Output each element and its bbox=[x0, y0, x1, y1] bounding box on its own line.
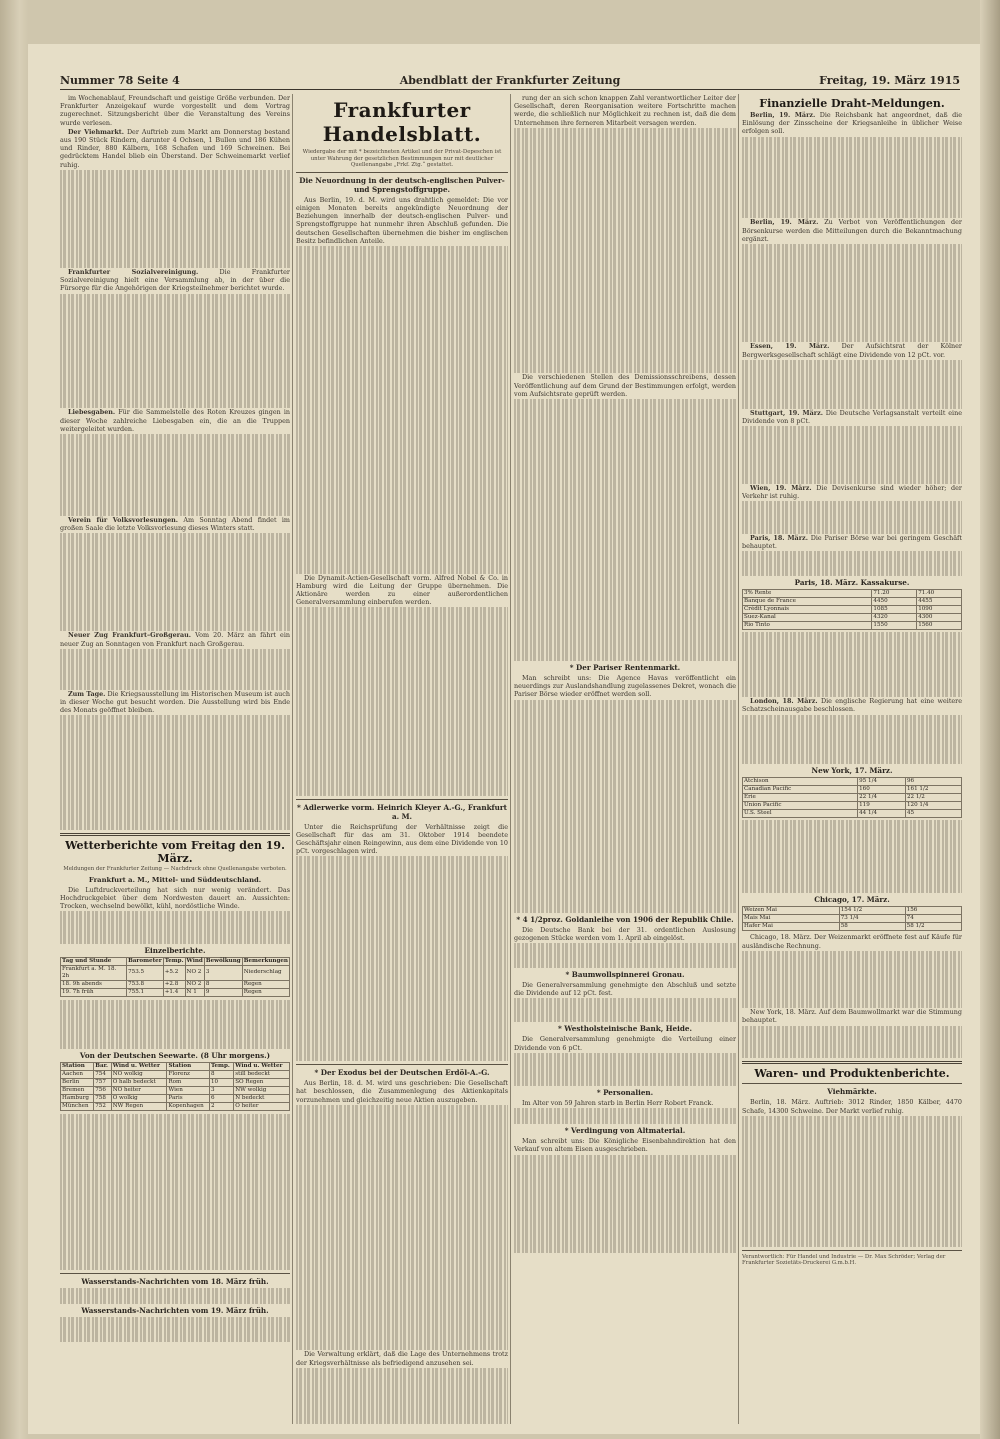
water-title-1: Wasserstands-Nachrichten vom 18. März früh. bbox=[81, 1276, 269, 1286]
local-news-text bbox=[60, 94, 290, 830]
page-binding bbox=[0, 0, 28, 1439]
section-rule bbox=[296, 172, 508, 173]
water-text bbox=[60, 1288, 290, 1304]
table-row: U.S. Steel 44 1/4 45 bbox=[743, 809, 962, 817]
article-body bbox=[514, 674, 736, 912]
paris-kurse-title: Paris, 18. März. Kassakurse. bbox=[794, 577, 910, 587]
article-headline: * Baumwollspinnerei Gronau. bbox=[565, 969, 685, 979]
article-viehmarkt bbox=[60, 128, 290, 169]
article-headline: * Der Pariser Rentenmarkt. bbox=[569, 663, 681, 673]
weather-text bbox=[60, 886, 290, 944]
section-rule bbox=[742, 1083, 962, 1084]
weather-subtitle: Frankfurt a. M., Mittel- und Süddeutschland. bbox=[88, 875, 262, 884]
article-lead: Der Viehmarkt. bbox=[68, 127, 124, 136]
paragraph: Man schreibt uns: Die Königliche Eisenbahndirektion hat den Verkauf von altem Eisen ausgeschrieben. bbox=[514, 1137, 736, 1154]
article-headline: * Der Exodus bei der Deutschen Erdöl-A.-G. bbox=[314, 1068, 490, 1078]
article-body bbox=[514, 94, 736, 661]
article-body bbox=[514, 1137, 736, 1253]
article-body bbox=[514, 1099, 736, 1125]
column-divider bbox=[510, 94, 511, 1424]
intro-paragraph: im Wochenablauf, Freundschaft und geistige Größe verbunden. Der Frankfurter Anzeigekauf wurde vorgestellt und dem Vortrag zugerechnet. Sitzungsbericht über die Veranstaltung des Vereins wurde verlesen. bbox=[60, 94, 290, 127]
wire-text bbox=[742, 632, 962, 764]
page-header bbox=[60, 74, 960, 90]
table-row: Mais Mai 73 1/4 74 bbox=[743, 915, 962, 923]
paragraph: rung der an sich schon knappen Zahl verantwortlicher Leiter der Gesellschaft, deren Reorganisation weitere Fortschritte machen werde, die schließlich nur Möglichkeit zu rechnen ist, daß die dem Unternehmen ihre ferneren Mitarbeit versagen werden. bbox=[514, 94, 736, 127]
column-header: Wind bbox=[186, 957, 203, 964]
article-body bbox=[296, 1079, 508, 1424]
paragraph: Die Generalversammlung genehmigte die Verteilung einer Dividende von 6 pCt. bbox=[514, 1035, 736, 1052]
paragraph: Berlin, 18. März. Auftrieb: 3012 Rinder, 1850 Kälber, 4470 Schafe, 14300 Schweine. Der Markt verlief ruhig. bbox=[742, 1098, 962, 1115]
water-text bbox=[60, 1317, 290, 1342]
column-local-news bbox=[60, 94, 290, 1424]
column-header: Tag und Stunde bbox=[61, 957, 127, 965]
text-block bbox=[60, 294, 290, 409]
table-row: 3% Rente 71.20 71.40 bbox=[743, 589, 962, 597]
column-header: Bemerkungen bbox=[243, 957, 288, 964]
table-row: Hafer Mai 58 58 1/2 bbox=[743, 923, 962, 931]
table-row: Canadian Pacific 160 161 1/2 bbox=[743, 785, 962, 793]
column-divider bbox=[738, 94, 739, 1424]
column-divider bbox=[292, 94, 293, 1424]
column-financial-wires bbox=[742, 94, 962, 1424]
weather-extra bbox=[60, 1000, 290, 1049]
article-body: Am Sonntag Abend findet im großen Saale die letzte Volksvorlesung dieses Winters statt. bbox=[60, 515, 290, 532]
table-row: Union Pacific 119 120 1/4 bbox=[743, 801, 962, 809]
paragraph: Chicago, 18. März. Der Weizenmarkt eröffnete fest auf Käufe für ausländische Rechnung. bbox=[742, 933, 962, 950]
issue-date: Freitag, 19. März 1915 bbox=[819, 74, 960, 87]
article-lead: Liebesgaben. bbox=[68, 408, 116, 417]
article-lead: Verein für Volksvorlesungen. bbox=[68, 515, 179, 524]
paragraph: Unter die Reichsprüfung der Verhältnisse zeigt die Gesellschaft für das am 31. Oktober 1914 beendete Geschäftsjahr einen Reingewinn, aus dem eine Dividende von 10 pCt. vorgeschlagen wird. bbox=[296, 822, 508, 856]
article-headline: * Verdingung von Altmaterial. bbox=[564, 1126, 686, 1136]
table-row: Banque de France 4450 4455 bbox=[743, 597, 962, 605]
newyork-title: New York, 17. März. bbox=[811, 765, 893, 775]
article-body: Die Kriegsausstellung im Historischen Museum ist auch in dieser Woche gut besucht worden. Die Ausstellung wird bis Ende des Monats geöffnet bleiben. bbox=[60, 689, 290, 715]
reprint-note: Wiedergabe der mit * bezeichneten Artikel und der Privat-Depeschen ist unter Wahrung der gesetzlichen Bestimmungen nur mit deutlicher Quellenangabe „Frkf. Ztg.“ gestattet. bbox=[302, 149, 502, 169]
section-rule bbox=[742, 1250, 962, 1251]
handelsblatt-title: Frankfurter Handelsblatt. bbox=[322, 98, 482, 146]
article-body bbox=[514, 981, 736, 1023]
paragraph: Die verschiedenen Stellen des Demissionsschreibens, dessen Veröffentlichung auf dem Grund der Bestimmungen erfolgt, werden vom Aufsichtsrate geprüft werden. bbox=[514, 373, 736, 398]
table-row: Berlin 757 O halb bedeckt Rom 10 SO Regen bbox=[61, 1079, 290, 1087]
table-row: Hamburg 758 O wolkig Paris 6 N bedeckt bbox=[61, 1095, 290, 1103]
water-title-2: Wasserstands-Nachrichten vom 19. März früh. bbox=[81, 1306, 269, 1316]
article-headline: * Personalien. bbox=[596, 1087, 654, 1097]
article-body bbox=[296, 823, 508, 1062]
financial-wires-title: Finanzielle Draht-Meldungen. bbox=[759, 97, 945, 110]
table-row: Rio Tinto 1550 1560 bbox=[743, 621, 962, 629]
wire-item: London, 18. März. Die englische Regierung hat eine weitere Schatzscheinausgabe beschlossen. bbox=[742, 697, 962, 714]
text-block bbox=[60, 170, 290, 268]
chicago-table bbox=[742, 906, 962, 931]
table-row: 18. 9h abends 753.8 +2.8 NO 2 8 Regen bbox=[61, 980, 290, 988]
table-row: Suez-Kanal 4320 4300 bbox=[743, 613, 962, 621]
paragraph: Aus Berlin, 18. d. M. wird uns geschrieben: Die Gesellschaft hat beschlossen, die Zusammenlegung des Aktienkapitals vorzunehmen und gleichzeitig neue Aktien auszugeben. bbox=[296, 1079, 508, 1104]
wire-text bbox=[742, 933, 962, 1058]
seewarte-table bbox=[60, 1062, 290, 1111]
section-rule bbox=[296, 799, 508, 800]
section-rule bbox=[60, 1273, 290, 1274]
vieh-title: Viehmärkte. bbox=[827, 1087, 877, 1097]
imprint: Verantwortlich: Für Handel und Industrie — Dr. Max Schröder; Verlag der Frankfurter Sozietäts-Druckerei G.m.b.H. bbox=[742, 1253, 946, 1267]
article-lead: Frankfurter Sozialvereinigung. bbox=[68, 268, 199, 277]
article-lead: Neuer Zug Frankfurt–Großgerau. bbox=[68, 631, 192, 640]
single-reports-title: Einzelberichte. bbox=[144, 945, 206, 955]
article-body bbox=[296, 196, 508, 796]
paragraph: Die Generalversammlung genehmigte den Abschluß und setzte die Dividende auf 12 pCt. fest. bbox=[514, 980, 736, 997]
wire-item: Paris, 18. März. Die Pariser Börse war bei geringem Geschäft behauptet. bbox=[742, 533, 962, 550]
text-block bbox=[60, 649, 290, 690]
table-row: Aachen 754 NO wolkig Florenz 8 still bedeckt bbox=[61, 1071, 290, 1079]
weather-note: Meldungen der Frankfurter Zeitung — Nachdruck ohne Quellenangabe verboten. bbox=[63, 866, 287, 873]
page-number: Nummer 78 Seite 4 bbox=[60, 74, 180, 87]
weather-title: Wetterberichte vom Freitag den 19. März. bbox=[65, 839, 285, 866]
column-header: Temp. bbox=[164, 957, 184, 964]
single-reports-table bbox=[60, 957, 290, 997]
article-lead: Zum Tage. bbox=[68, 689, 106, 698]
column-business-continued bbox=[514, 94, 736, 1424]
table-header-row bbox=[61, 957, 290, 965]
text-block bbox=[60, 911, 290, 944]
table-row: Erie 22 1/4 22 1/2 bbox=[743, 793, 962, 801]
paragraph: New York, 18. März. Auf dem Baumwollmarkt war die Stimmung behauptet. bbox=[742, 1008, 962, 1025]
article-sozial bbox=[60, 268, 290, 293]
article-body bbox=[514, 1035, 736, 1085]
table-row: Bremen 756 NO heiter Wien 3 NW wolkig bbox=[61, 1087, 290, 1095]
paris-kurse-table bbox=[742, 589, 962, 630]
wire-text bbox=[742, 820, 962, 894]
paragraph: Die Verwaltung erklärt, daß die Lage des Unternehmens trotz der Kriegsverhältnisse als befriedigend anzusehen sei. bbox=[296, 1350, 508, 1367]
newyork-table bbox=[742, 777, 962, 818]
table-row: 19. 7h früh 755.1 +1.4 N 1 9 Regen bbox=[61, 988, 290, 996]
article-volksvorlesungen bbox=[60, 516, 290, 532]
text-block bbox=[60, 434, 290, 516]
seewarte-text bbox=[60, 1114, 290, 1270]
article-body bbox=[514, 926, 736, 968]
article-zug bbox=[60, 631, 290, 647]
section-rule bbox=[296, 1064, 508, 1065]
article-body: Für die Sammelstelle des Roten Kreuzes gingen in dieser Woche zahlreiche Liebesgaben ein, die an die Truppen weitergeleitet wurden. bbox=[60, 408, 290, 433]
table-header-row: Station Bar. Wind u. Wetter Station Temp. Wind u. Wetter bbox=[61, 1063, 290, 1071]
table-row: Weizen Mai 154 1/2 156 bbox=[743, 907, 962, 915]
table-row: Frankfurt a. M. 18. 2h 753.5 +5.2 NO 2 3 Niederschlag bbox=[61, 965, 290, 980]
paragraph: Im Alter von 59 Jahren starb in Berlin Herr Robert Franck. bbox=[522, 1098, 714, 1107]
article-headline: * 4 1/2proz. Goldanleihe von 1906 der Republik Chile. bbox=[516, 914, 734, 924]
masthead: Abendblatt der Frankfurter Zeitung bbox=[399, 74, 621, 87]
article-liebesgaben bbox=[60, 408, 290, 433]
text-block bbox=[60, 715, 290, 830]
section-rule bbox=[742, 1061, 962, 1064]
wire-item: Stuttgart, 19. März. Die Deutsche Verlagsanstalt verteilt eine Dividende von 8 pCt. bbox=[742, 408, 962, 426]
text-block bbox=[60, 533, 290, 631]
section-rule bbox=[60, 833, 290, 836]
paragraph: Aus Berlin, 19. d. M. wird uns drahtlich gemeldet: Die vor einigen Monaten bereits angekündigte Neuordnung der Beziehungen innerhalb der deutsch-englischen Pulver- und Sprengstoffgruppe hat nunmehr ihren Abschluß gefunden. Die deutschen Gesellschaften übernehmen die bisher im englischen Besitz befindlichen Anteile. bbox=[296, 195, 508, 245]
chicago-title: Chicago, 17. März. bbox=[814, 895, 890, 905]
article-headline: * Westholsteinische Bank, Heide. bbox=[558, 1024, 692, 1034]
table-row: Atchison 95 1/4 96 bbox=[743, 777, 962, 785]
paragraph: Die Deutsche Bank bei der 31. ordentlichen Auslosung gezogenen Stücke werden vom 1. April ab eingelöst. bbox=[514, 925, 736, 942]
table-row: München 752 NW Regen Kopenhagen 2 O heiter bbox=[61, 1103, 290, 1111]
article-zum-tage bbox=[60, 690, 290, 715]
paragraph: Man schreibt uns: Die Agence Havas veröffentlicht ein neuerdings zur Auslandshandlung zugelassenes Dekret, wonach die Pariser Börse wieder eröffnet werden soll. bbox=[514, 674, 736, 699]
article-headline: Die Neuordnung in der deutsch-englischen Pulver- und Sprengstoffgruppe. bbox=[299, 175, 505, 194]
paragraph: Die Dynamit-Actien-Gesellschaft vorm. Alfred Nobel & Co. in Hamburg wird die Leitung der Gruppe übernehmen. Die Aktionäre werden zu einer außerordentlichen Generalversammlung einberufen werden. bbox=[296, 573, 508, 607]
column-header: Bewölkung bbox=[205, 957, 241, 964]
column-handelsblatt bbox=[296, 94, 508, 1424]
article-body: Der Auftrieb zum Markt am Donnerstag bestand aus 190 Stück Rindern, darunter 4 Ochsen, 1 Bullen und 186 Kühen und Rinder, 880 Kälbern, 168 Schafen und 169 Schweinen. Bei gedrücktem Handel blieb ein Überstand. Der Schweinemarkt verlief ruhig. bbox=[60, 127, 290, 169]
wire-item: Wien, 19. März. Die Devisenkurse sind wieder höher; der Verkehr ist ruhig. bbox=[742, 483, 962, 500]
table-row: Crédit Lyonnais 1085 1090 bbox=[743, 605, 962, 613]
wire-item: Berlin, 19. März. Zu Verbot von Veröffentlichungen der Börsenkurse werden die Mitteilungen durch die Bekanntmachung ergänzt. bbox=[742, 218, 962, 243]
financial-wires-text bbox=[742, 111, 962, 576]
weather-paragraph: Die Luftdruckverteilung hat sich nur wenig verändert. Das Hochdruckgebiet über dem Nordwesten dauert an. Aussichten: Trocken, wechselnd bewölkt, kühl, nordöstliche Winde. bbox=[60, 885, 290, 911]
wares-title: Waren- und Produktenberichte. bbox=[754, 1067, 950, 1081]
wire-item: Essen, 19. März. Der Aufsichtsrat der Kölner Bergwerksgesellschaft schlägt eine Dividende von 12 pCt. vor. bbox=[742, 342, 962, 359]
page-edge bbox=[980, 0, 1000, 1439]
wire-item: Berlin, 19. März. Die Reichsbank hat angeordnet, daß die Einlösung der Zinsscheine der Kriegsanleihe in üblicher Weise erfolgen soll. bbox=[742, 111, 962, 136]
article-headline: * Adlerwerke vorm. Heinrich Kleyer A.-G., Frankfurt a. M. bbox=[297, 802, 507, 821]
seewarte-title: Von der Deutschen Seewarte. (8 Uhr morgens.) bbox=[79, 1051, 271, 1061]
article-body: Die Frankfurter Sozialvereinigung hielt eine Versammlung ab, in der über die Fürsorge für die Angehörigen der Kriegsteilnehmer berichtet wurde. bbox=[60, 268, 290, 293]
article-body: Vom 20. März an fährt ein neuer Zug an Sonntagen von Frankfurt nach Großgerau. bbox=[60, 631, 290, 648]
vieh-text bbox=[742, 1098, 962, 1246]
column-header: Barometer bbox=[128, 957, 162, 964]
